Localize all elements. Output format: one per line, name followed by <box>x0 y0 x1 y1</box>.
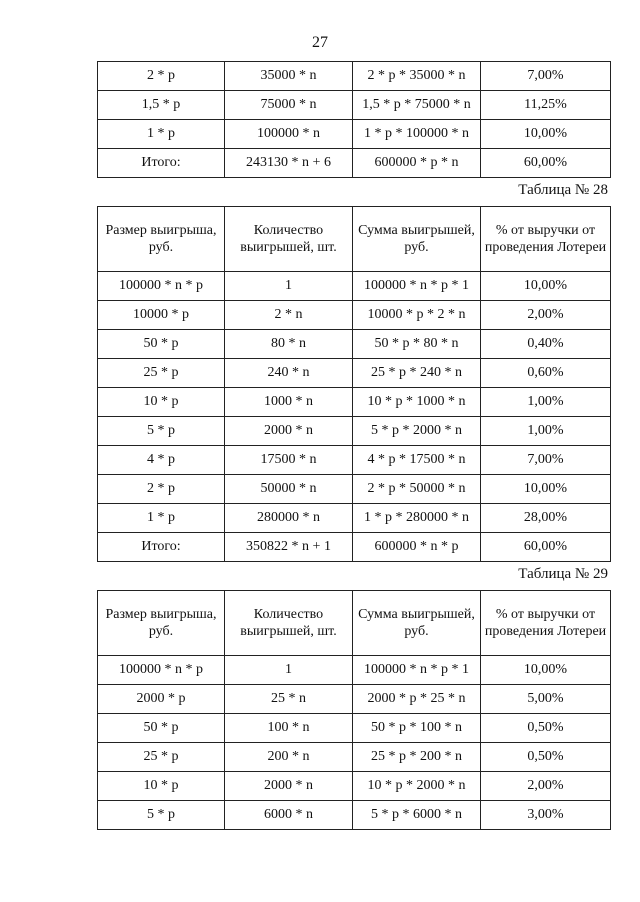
cell-revenue-percent: 10,00% <box>481 656 611 685</box>
table-body <box>98 272 611 562</box>
cell-prize-sum: 2 * p * 35000 * n <box>353 62 481 91</box>
cell-revenue-percent: 10,00% <box>481 475 611 504</box>
cell-prize-sum: 50 * p * 80 * n <box>353 330 481 359</box>
header-revenue-percent: % от выручки от проведения Лотереи <box>481 591 611 656</box>
cell-prize-size: 10 * p <box>98 772 225 801</box>
cell-prize-sum: 2000 * p * 25 * n <box>353 685 481 714</box>
cell-prize-sum: 10 * p * 1000 * n <box>353 388 481 417</box>
table-row <box>98 417 611 446</box>
cell-prize-count: 75000 * n <box>225 91 353 120</box>
cell-prize-size: 100000 * n * p <box>98 656 225 685</box>
cell-prize-count: 1 <box>225 272 353 301</box>
cell-revenue-percent: 10,00% <box>481 120 611 149</box>
prize-table-29 <box>97 590 611 830</box>
cell-prize-sum: 600000 * p * n <box>353 149 481 178</box>
cell-prize-size: 2 * p <box>98 62 225 91</box>
table-body <box>98 656 611 830</box>
table-row <box>98 91 611 120</box>
cell-prize-count: 1000 * n <box>225 388 353 417</box>
cell-prize-size: 4 * p <box>98 446 225 475</box>
table-row <box>98 743 611 772</box>
header-prize-size: Размер выигрыша, руб. <box>98 207 225 272</box>
cell-revenue-percent: 3,00% <box>481 801 611 830</box>
cell-prize-count: 50000 * n <box>225 475 353 504</box>
cell-prize-count: 243130 * n + 6 <box>225 149 353 178</box>
cell-revenue-percent: 60,00% <box>481 149 611 178</box>
cell-prize-count: 2 * n <box>225 301 353 330</box>
prize-table-continued <box>97 61 611 178</box>
cell-prize-size: 2000 * p <box>98 685 225 714</box>
cell-prize-count: 100 * n <box>225 714 353 743</box>
table-row <box>98 446 611 475</box>
table-row <box>98 330 611 359</box>
cell-prize-count: 1 <box>225 656 353 685</box>
cell-prize-size: 5 * p <box>98 417 225 446</box>
cell-prize-count: 280000 * n <box>225 504 353 533</box>
header-prize-count: Количество выигрышей, шт. <box>225 591 353 656</box>
table-row <box>98 533 611 562</box>
table-row <box>98 772 611 801</box>
cell-prize-count: 2000 * n <box>225 417 353 446</box>
page-number: 27 <box>312 34 328 51</box>
cell-revenue-percent: 2,00% <box>481 301 611 330</box>
header-prize-sum: Сумма выигрышей, руб. <box>353 591 481 656</box>
cell-prize-size: Итого: <box>98 149 225 178</box>
cell-prize-count: 6000 * n <box>225 801 353 830</box>
cell-prize-count: 35000 * n <box>225 62 353 91</box>
cell-revenue-percent: 1,00% <box>481 388 611 417</box>
table-row <box>98 120 611 149</box>
table-row <box>98 388 611 417</box>
table-row <box>98 301 611 330</box>
cell-prize-count: 25 * n <box>225 685 353 714</box>
cell-prize-sum: 10000 * p * 2 * n <box>353 301 481 330</box>
table-29-caption: Таблица № 29 <box>518 566 608 582</box>
cell-prize-sum: 5 * p * 6000 * n <box>353 801 481 830</box>
table-header-row <box>98 207 611 272</box>
cell-prize-sum: 1,5 * p * 75000 * n <box>353 91 481 120</box>
table-row <box>98 656 611 685</box>
cell-revenue-percent: 5,00% <box>481 685 611 714</box>
cell-prize-sum: 50 * p * 100 * n <box>353 714 481 743</box>
cell-prize-size: 25 * p <box>98 359 225 388</box>
table-row <box>98 62 611 91</box>
cell-revenue-percent: 10,00% <box>481 272 611 301</box>
header-revenue-percent: % от выручки от проведения Лотереи <box>481 207 611 272</box>
cell-revenue-percent: 28,00% <box>481 504 611 533</box>
cell-prize-sum: 2 * p * 50000 * n <box>353 475 481 504</box>
cell-prize-count: 17500 * n <box>225 446 353 475</box>
cell-prize-count: 2000 * n <box>225 772 353 801</box>
cell-prize-size: 1 * p <box>98 120 225 149</box>
table-row <box>98 685 611 714</box>
cell-prize-sum: 1 * p * 280000 * n <box>353 504 481 533</box>
cell-prize-sum: 1 * p * 100000 * n <box>353 120 481 149</box>
cell-prize-sum: 100000 * n * p * 1 <box>353 272 481 301</box>
cell-prize-count: 350822 * n + 1 <box>225 533 353 562</box>
cell-revenue-percent: 7,00% <box>481 446 611 475</box>
cell-prize-size: 10000 * p <box>98 301 225 330</box>
table-row <box>98 149 611 178</box>
cell-prize-size: 10 * p <box>98 388 225 417</box>
header-prize-size: Размер выигрыша, руб. <box>98 591 225 656</box>
cell-prize-size: 2 * p <box>98 475 225 504</box>
cell-prize-size: 1,5 * p <box>98 91 225 120</box>
table-header-row <box>98 591 611 656</box>
cell-prize-size: 5 * p <box>98 801 225 830</box>
table-row <box>98 504 611 533</box>
cell-prize-size: 100000 * n * p <box>98 272 225 301</box>
cell-prize-size: Итого: <box>98 533 225 562</box>
cell-revenue-percent: 2,00% <box>481 772 611 801</box>
cell-revenue-percent: 0,50% <box>481 743 611 772</box>
table-row <box>98 714 611 743</box>
cell-revenue-percent: 0,40% <box>481 330 611 359</box>
table-row <box>98 801 611 830</box>
table-28-caption: Таблица № 28 <box>518 182 608 198</box>
header-prize-sum: Сумма выигрышей, руб. <box>353 207 481 272</box>
cell-prize-sum: 5 * p * 2000 * n <box>353 417 481 446</box>
cell-prize-sum: 100000 * n * p * 1 <box>353 656 481 685</box>
cell-prize-count: 240 * n <box>225 359 353 388</box>
prize-table-28 <box>97 206 611 562</box>
table-body <box>98 62 611 178</box>
cell-revenue-percent: 1,00% <box>481 417 611 446</box>
cell-revenue-percent: 60,00% <box>481 533 611 562</box>
cell-prize-sum: 600000 * n * p <box>353 533 481 562</box>
cell-prize-sum: 25 * p * 200 * n <box>353 743 481 772</box>
cell-revenue-percent: 0,60% <box>481 359 611 388</box>
cell-prize-size: 50 * p <box>98 714 225 743</box>
cell-prize-size: 1 * p <box>98 504 225 533</box>
table-row <box>98 475 611 504</box>
cell-prize-size: 25 * p <box>98 743 225 772</box>
cell-prize-sum: 4 * p * 17500 * n <box>353 446 481 475</box>
cell-prize-count: 100000 * n <box>225 120 353 149</box>
cell-prize-count: 80 * n <box>225 330 353 359</box>
cell-revenue-percent: 11,25% <box>481 91 611 120</box>
table-row <box>98 359 611 388</box>
cell-prize-size: 50 * p <box>98 330 225 359</box>
cell-revenue-percent: 0,50% <box>481 714 611 743</box>
cell-prize-sum: 25 * p * 240 * n <box>353 359 481 388</box>
header-prize-count: Количество выигрышей, шт. <box>225 207 353 272</box>
table-row <box>98 272 611 301</box>
cell-prize-sum: 10 * p * 2000 * n <box>353 772 481 801</box>
cell-prize-count: 200 * n <box>225 743 353 772</box>
cell-revenue-percent: 7,00% <box>481 62 611 91</box>
